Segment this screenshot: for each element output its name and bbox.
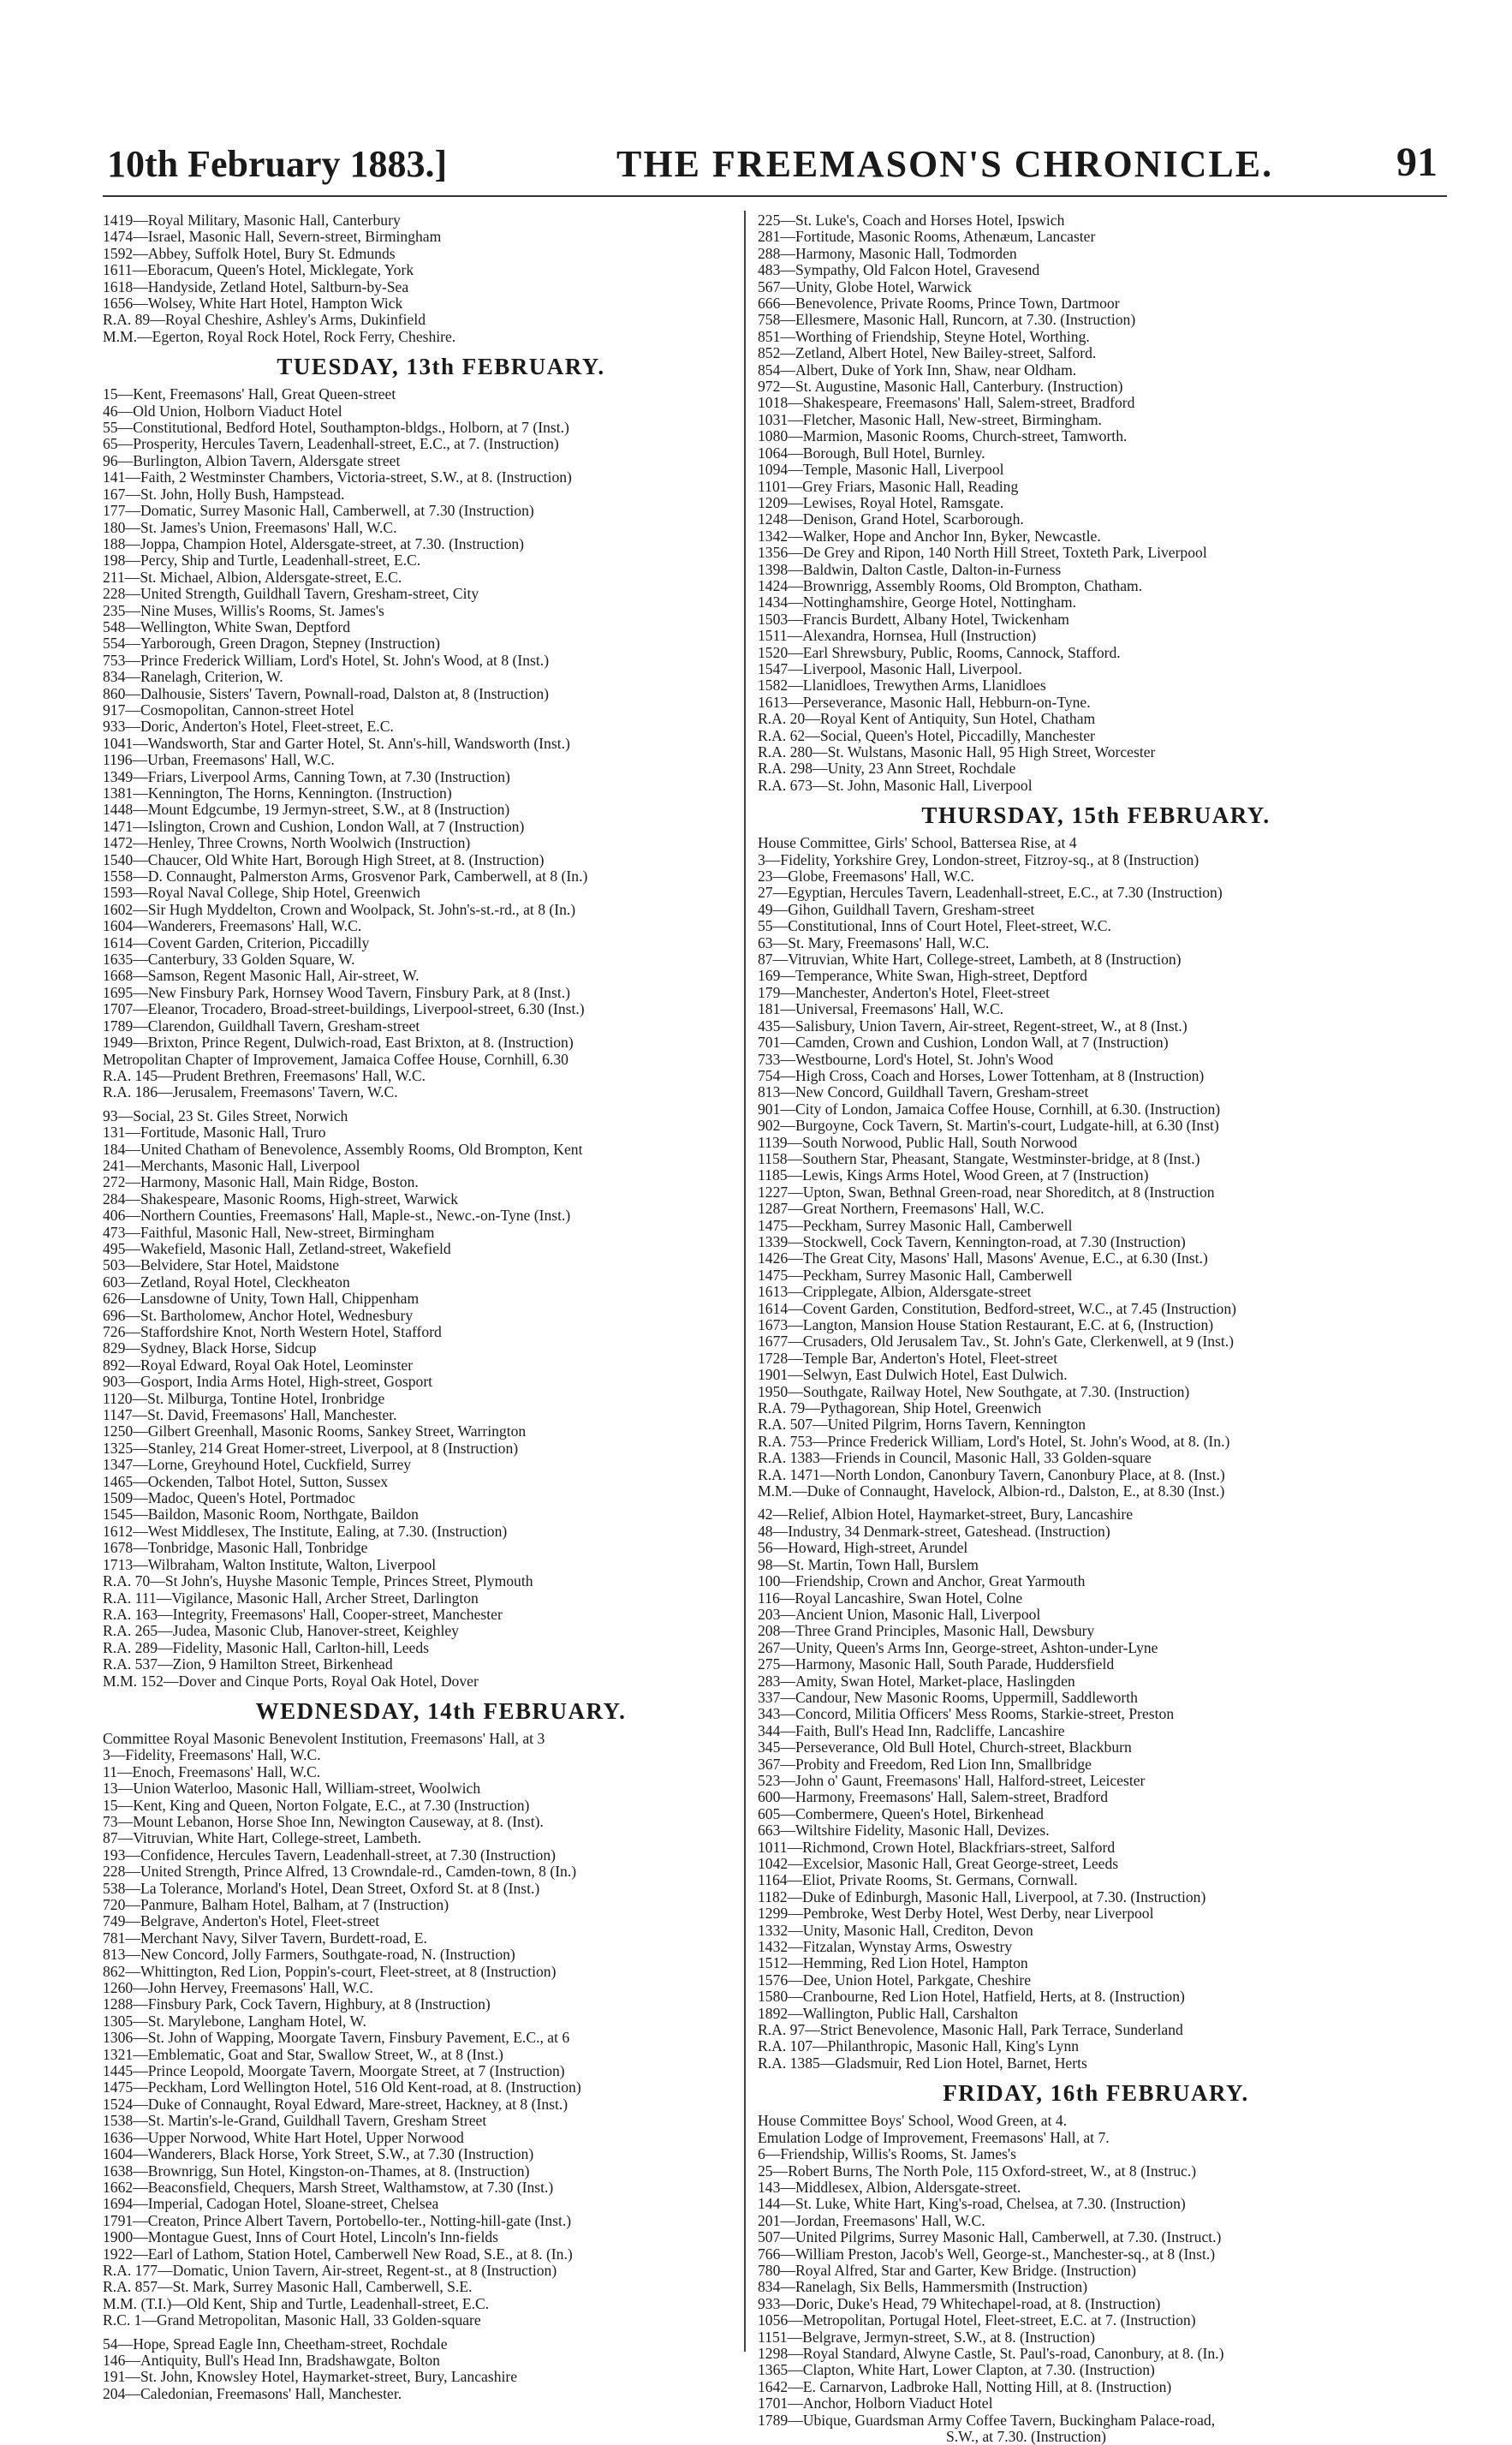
lodge-listing: 367—Probity and Freedom, Red Lion Inn, Smallbridge (758, 1755, 1092, 1773)
lodge-listing: 169—Temperance, White Swan, High-street, Deptford (758, 967, 1087, 985)
lodge-listing: 344—Faith, Bull's Head Inn, Radcliffe, Lancashire (758, 1721, 1065, 1739)
lodge-listing: House Committee Boys' School, Wood Green, at 4. (758, 2112, 1068, 2130)
lodge-listing: 1673—Langton, Mansion House Station Restaurant, E.C. at 6, (Instruction) (758, 1316, 1214, 1333)
lodge-listing: 275—Harmony, Masonic Hall, South Parade, Huddersfield (758, 1655, 1115, 1673)
lodge-listing: S.W., at 7.30. (Instruction) (946, 2428, 1106, 2445)
lodge-listing: 281—Fortitude, Masonic Rooms, Athenæum, Lancaster (758, 228, 1096, 246)
lodge-listing: 1668—Samson, Regent Masonic Hall, Air-street, W. (103, 967, 420, 985)
lodge-listing: R.A. 280—St. Wulstans, Masonic Hall, 95 High Street, Worcester (758, 743, 1156, 760)
lodge-listing: 343—Concord, Militia Officers' Mess Rooms, Starkie-street, Preston (758, 1705, 1175, 1723)
lodge-listing: 100—Friendship, Crown and Anchor, Great Yarmouth (758, 1572, 1086, 1590)
lodge-listing: 131—Fortitude, Masonic Hall, Truro (103, 1124, 326, 1142)
lodge-listing: 1582—Llanidloes, Trewythen Arms, Llanidloes (758, 677, 1046, 695)
lodge-listing: Emulation Lodge of Improvement, Freemasons' Hall, at 7. (758, 2128, 1110, 2146)
lodge-listing: 1306—St. John of Wapping, Moorgate Tavern, Finsbury Pavement, E.C., at 6 (103, 2029, 570, 2047)
lodge-listing: 283—Amity, Swan Hotel, Market-place, Haslingden (758, 1672, 1075, 1690)
lodge-listing: 1381—Kennington, The Horns, Kennington. (Instruction) (103, 784, 452, 802)
lodge-listing: 1471—Islington, Crown and Cushion, London Wall, at 7 (Instruction) (103, 817, 525, 835)
lodge-listing: 507—United Pilgrims, Surrey Masonic Hall, Camberwell, at 7.30. (Instruct.) (758, 2228, 1222, 2246)
lodge-listing: 73—Mount Lebanon, Horse Shoe Inn, Newington Causeway, at 8. (Inst). (103, 1812, 544, 1830)
lodge-listing: 1147—St. David, Freemasons' Hall, Manchester. (103, 1406, 397, 1424)
lodge-listing: 228—United Strength, Prince Alfred, 13 Crowndale-rd., Camden-town, 8 (In.) (103, 1863, 577, 1881)
lodge-listing: 503—Belvidere, Star Hotel, Maidstone (103, 1256, 340, 1274)
lodge-listing: 1728—Temple Bar, Anderton's Hotel, Fleet-street (758, 1349, 1058, 1367)
lodge-listing: 1356—De Grey and Ripon, 140 North Hill Street, Toxteth Park, Liverpool (758, 544, 1207, 562)
lodge-listing: 1520—Earl Shrewsbury, Public, Rooms, Cannock, Stafford. (758, 643, 1121, 661)
lodge-listing: 1612—West Middlesex, The Institute, Ealing, at 7.30. (Instruction) (103, 1522, 508, 1540)
lodge-listing: R.A. 163—Integrity, Freemasons' Hall, Cooper-street, Manchester (103, 1605, 503, 1623)
lodge-listing: 98—St. Martin, Town Hall, Burslem (758, 1555, 979, 1573)
column-divider (744, 211, 746, 2352)
lodge-listing: 1287—Great Northern, Freemasons' Hall, W.C. (758, 1200, 1045, 1218)
lodge-listing: 167—St. John, Holly Bush, Hampstead. (103, 485, 345, 503)
lodge-listing: 228—United Strength, Guildhall Tavern, Gresham-street, City (103, 585, 479, 603)
lodge-listing: R.A. 145—Prudent Brethren, Freemasons' Hall, W.C. (103, 1066, 426, 1084)
lodge-listing: 1325—Stanley, 214 Great Homer-street, Liverpool, at 8 (Instruction) (103, 1439, 519, 1457)
lodge-listing: 235—Nine Muses, Willis's Rooms, St. James's (103, 601, 384, 619)
lodge-listing: 1288—Finsbury Park, Cock Tavern, Highbury, at 8 (Instruction) (103, 1995, 491, 2013)
lodge-listing: 1791—Creaton, Prince Albert Tavern, Portobello-ter., Notting-hill-gate (Inst.) (103, 2211, 572, 2229)
lodge-listing: 63—St. Mary, Freemasons' Hall, W.C. (758, 933, 990, 951)
lodge-listing: 862—Whittington, Red Lion, Poppin's-court, Fleet-street, at 8 (Instruction) (103, 1962, 557, 1980)
lodge-listing: 1540—Chaucer, Old White Hart, Borough High Street, at 8. (Instruction) (103, 850, 545, 868)
lodge-listing: 1614—Covent Garden, Constitution, Bedford-street, W.C., at 7.45 (Instruction) (758, 1299, 1237, 1317)
lodge-listing: 181—Universal, Freemasons' Hall, W.C. (758, 1000, 1004, 1018)
lodge-listing: 180—St. James's Union, Freemasons' Hall, W.C. (103, 518, 397, 536)
lodge-listing: 1101—Grey Friars, Masonic Hall, Reading (758, 477, 1019, 495)
lodge-listing: 603—Zetland, Royal Hotel, Cleckheaton (103, 1273, 350, 1291)
lodge-listing: 1512—Hemming, Red Lion Hotel, Hampton (758, 1954, 1028, 1972)
lodge-listing: 1305—St. Marylebone, Langham Hotel, W. (103, 2012, 366, 2030)
lodge-listing: 93—Social, 23 St. Giles Street, Norwich (103, 1106, 348, 1124)
lodge-listing: 663—Wiltshire Fidelity, Masonic Hall, Devizes. (758, 1822, 1050, 1840)
lodge-listing: 813—New Concord, Guildhall Tavern, Gresham-street (758, 1083, 1089, 1101)
lodge-listing: 1139—South Norwood, Public Hall, South Norwood (758, 1133, 1078, 1151)
lodge-listing: 1185—Lewis, Kings Arms Hotel, Wood Green, at 7 (Instruction) (758, 1166, 1149, 1184)
lodge-listing: M.M.—Egerton, Royal Rock Hotel, Rock Ferry, Cheshire. (103, 327, 456, 345)
lodge-listing: 241—Merchants, Masonic Hall, Liverpool (103, 1156, 360, 1174)
lodge-listing: R.A. 507—United Pilgrim, Horns Tavern, Kennington (758, 1416, 1086, 1434)
header-rule (103, 195, 1447, 197)
lodge-listing: 1604—Wanderers, Black Horse, York Street, S.W., at 7.30 (Instruction) (103, 2145, 534, 2163)
lodge-listing: 1611—Eboracum, Queen's Hotel, Micklegate, York (103, 261, 414, 279)
lodge-listing: 473—Faithful, Masonic Hall, New-street, Birmingham (103, 1223, 435, 1241)
lodge-listing: M.M. (T.I.)—Old Kent, Ship and Turtle, Leadenhall-street, E.C. (103, 2294, 490, 2312)
lodge-listing: 933—Doric, Anderton's Hotel, Fleet-street, E.C. (103, 718, 394, 736)
lodge-listing: R.A. 186—Jerusalem, Freemasons' Tavern, W.C. (103, 1083, 398, 1101)
lodge-listing: M.M.—Duke of Connaught, Havelock, Albion-rd., Dalston, E., at 8.30 (Inst.) (758, 1482, 1225, 1500)
lodge-listing: 780—Royal Alfred, Star and Garter, Kew Bridge. (Instruction) (758, 2261, 1136, 2279)
lodge-listing: 143—Middlesex, Albion, Aldersgate-street. (758, 2178, 1021, 2196)
lodge-listing: R.A. 111—Vigilance, Masonic Hall, Archer Street, Darlington (103, 1589, 479, 1607)
lodge-listing: 1018—Shakespeare, Freemasons' Hall, Salem-street, Bradford (758, 394, 1135, 412)
lodge-listing: 204—Caledonian, Freemasons' Hall, Manchester. (103, 2384, 402, 2402)
lodge-listing: 538—La Tolerance, Morland's Hotel, Dean Street, Oxford St. at 8 (Inst.) (103, 1879, 540, 1897)
lodge-listing: 495—Wakefield, Masonic Hall, Zetland-street, Wakefield (103, 1239, 451, 1257)
lodge-listing: 211—St. Michael, Albion, Aldersgate-street, E.C. (103, 568, 402, 586)
lodge-listing: 1332—Unity, Masonic Hall, Crediton, Devon (758, 1921, 1033, 1939)
lodge-listing: 1250—Gilbert Greenhall, Masonic Rooms, Sankey Street, Warrington (103, 1422, 527, 1440)
lodge-listing: 902—Burgoyne, Cock Tavern, St. Martin's-court, Ludgate-hill, at 6.30 (Inst) (758, 1117, 1219, 1135)
lodge-listing: 1398—Baldwin, Dalton Castle, Dalton-in-Furness (758, 560, 1062, 578)
lodge-listing: 1424—Brownrigg, Assembly Rooms, Old Brompton, Chatham. (758, 576, 1143, 594)
lodge-listing: 1151—Belgrave, Jermyn-street, S.W., at 8. (Instruction) (758, 2328, 1095, 2346)
lodge-listing: 1349—Friars, Liverpool Arms, Canning Town, at 7.30 (Instruction) (103, 767, 510, 785)
lodge-listing: 726—Staffordshire Knot, North Western Hotel, Stafford (103, 1323, 442, 1340)
lodge-listing: 1503—Francis Burdett, Albany Hotel, Twickenham (758, 610, 1069, 628)
lodge-listing: 829—Sydney, Black Horse, Sidcup (103, 1339, 317, 1357)
lodge-listing: 1580—Cranbourne, Red Lion Hotel, Hatfield, Herts, at 8. (Instruction) (758, 1988, 1185, 2006)
lodge-listing: 337—Candour, New Masonic Rooms, Uppermill, Saddleworth (758, 1688, 1138, 1706)
lodge-listing: 1260—John Hervey, Freemasons' Hall, W.C. (103, 1979, 373, 1997)
lodge-listing: R.A. 107—Philanthropic, Masonic Hall, King's Lynn (758, 2037, 1080, 2055)
lodge-listing: 754—High Cross, Coach and Horses, Lower Tottenham, at 8 (Instruction) (758, 1066, 1205, 1084)
day-heading: FRIDAY, 16th FEBRUARY. (943, 2080, 1249, 2107)
lodge-listing: 1347—Lorne, Greyhound Hotel, Cuckfield, Surrey (103, 1456, 412, 1474)
lodge-listing: 191—St. John, Knowsley Hotel, Haymarket-street, Bury, Lancashire (103, 2368, 518, 2386)
lodge-listing: R.A. 298—Unity, 23 Ann Street, Rochdale (758, 760, 1016, 778)
lodge-listing: 49—Gihon, Guildhall Tavern, Gresham-street (758, 900, 1035, 918)
lodge-listing: 1474—Israel, Masonic Hall, Severn-street, Birmingham (103, 228, 442, 246)
lodge-listing: R.A. 20—Royal Kent of Antiquity, Sun Hotel, Chatham (758, 710, 1096, 728)
lodge-listing: 1558—D. Connaught, Palmerston Arms, Grosvenor Park, Camberwell, at 8 (In.) (103, 868, 588, 886)
lodge-listing: 1209—Lewises, Royal Hotel, Ramsgate. (758, 493, 1004, 511)
lodge-listing: 406—Northern Counties, Freemasons' Hall, Maple-st., Newc.-on-Tyne (Inst.) (103, 1207, 571, 1225)
lodge-listing: R.A. 289—Fidelity, Masonic Hall, Carlton-hill, Leeds (103, 1638, 429, 1656)
lodge-listing: 1041—Wandsworth, Star and Garter Hotel, St. Ann's-hill, Wandsworth (Inst.) (103, 734, 570, 752)
lodge-listing: 1164—Eliot, Private Rooms, St. Germans, Cornwall. (758, 1871, 1078, 1889)
lodge-listing: R.A. 265—Judea, Masonic Club, Hanover-street, Keighley (103, 1622, 459, 1640)
lodge-listing: 781—Merchant Navy, Silver Tavern, Burdett-road, E. (103, 1929, 427, 1947)
day-heading: TUESDAY, 13th FEBRUARY. (277, 354, 605, 380)
lodge-listing: 749—Belgrave, Anderton's Hotel, Fleet-street (103, 1912, 380, 1930)
lodge-listing: 1448—Mount Edgcumbe, 19 Jermyn-street, S.W., at 8 (Instruction) (103, 801, 510, 819)
lodge-listing: 3—Fidelity, Freemasons' Hall, W.C. (103, 1746, 321, 1764)
lodge-listing: 141—Faith, 2 Westminster Chambers, Victoria-street, S.W., at 8. (Instruction) (103, 468, 572, 486)
lodge-listing: 626—Lansdowne of Unity, Town Hall, Chippenham (103, 1290, 420, 1308)
day-heading: WEDNESDAY, 14th FEBRUARY. (255, 1697, 627, 1724)
lodge-listing: 288—Harmony, Masonic Hall, Todmorden (758, 244, 1017, 262)
lodge-listing: 917—Cosmopolitan, Cannon-street Hotel (103, 701, 354, 719)
lodge-listing: 1342—Walker, Hope and Anchor Inn, Byker, Newcastle. (758, 527, 1101, 545)
lodge-listing: 1707—Eleanor, Trocadero, Broad-street-buildings, Liverpool-street, 6.30 (Inst.) (103, 1000, 585, 1018)
lodge-listing: 198—Percy, Ship and Turtle, Leadenhall-street, E.C. (103, 552, 421, 570)
lodge-listing: 1227—Upton, Swan, Bethnal Green-road, near Shoreditch, at 8 (Instruction (758, 1183, 1215, 1201)
lodge-listing: 567—Unity, Globe Hotel, Warwick (758, 277, 972, 295)
page-number: 91 (1396, 140, 1438, 185)
lodge-listing: 1892—Wallington, Public Hall, Carshalton (758, 2004, 1018, 2022)
lodge-listing: 1365—Clapton, White Hart, Lower Clapton, at 7.30. (Instruction) (758, 2361, 1155, 2379)
lodge-listing: 1011—Richmond, Crown Hotel, Blackfriars-street, Salford (758, 1838, 1116, 1856)
lodge-listing: 1120—St. Milburga, Tontine Hotel, Ironbridge (103, 1389, 385, 1407)
lodge-listing: 184—United Chatham of Benevolence, Assembly Rooms, Old Brompton, Kent (103, 1140, 583, 1158)
lodge-listing: House Committee, Girls' School, Battersea Rise, at 4 (758, 834, 1077, 852)
lodge-listing: R.A. 70—St John's, Huyshe Masonic Temple, Princes Street, Plymouth (103, 1572, 533, 1590)
lodge-listing: 1662—Beaconsfield, Chequers, Marsh Street, Walthamstow, at 7.30 (Inst.) (103, 2178, 554, 2196)
lodge-listing: 1618—Handyside, Zetland Hotel, Saltburn-by-Sea (103, 277, 409, 295)
lodge-listing: 1656—Wolsey, White Hart Hotel, Hampton Wick (103, 295, 403, 313)
lodge-listing: 96—Burlington, Albion Tavern, Aldersgate street (103, 451, 401, 469)
lodge-listing: 1695—New Finsbury Park, Hornsey Wood Tavern, Finsbury Park, at 8 (Inst.) (103, 983, 570, 1001)
lodge-listing: 1922—Earl of Lathom, Station Hotel, Camberwell New Road, S.E., at 8. (In.) (103, 2245, 573, 2263)
lodge-listing: 1678—Tonbridge, Masonic Hall, Tonbridge (103, 1539, 368, 1557)
lodge-listing: 1509—Madoc, Queen's Hotel, Portmadoc (103, 1489, 355, 1507)
lodge-listing: 548—Wellington, White Swan, Deptford (103, 617, 350, 635)
lodge-listing: 1614—Covent Garden, Criterion, Piccadilly (103, 933, 370, 951)
lodge-listing: 1475—Peckham, Lord Wellington Hotel, 516 Old Kent-road, at 8. (Instruction) (103, 2078, 581, 2096)
lodge-listing: 1576—Dee, Union Hotel, Parkgate, Cheshire (758, 1971, 1032, 1989)
lodge-listing: 1158—Southern Star, Pheasant, Stangate, Westminster-bridge, at 8 (Inst.) (758, 1149, 1200, 1167)
lodge-listing: 15—Kent, Freemasons' Hall, Great Queen-street (103, 385, 396, 403)
lodge-listing: 87—Vitruvian, White Hart, College-street, Lambeth, at 8 (Instruction) (758, 951, 1182, 969)
lodge-listing: 208—Three Grand Principles, Masonic Hall, Dewsbury (758, 1622, 1095, 1640)
lodge-listing: 55—Constitutional, Bedford Hotel, Southampton-bldgs., Holborn, at 7 (Inst.) (103, 419, 569, 437)
lodge-listing: R.A. 673—St. John, Masonic Hall, Liverpool (758, 776, 1033, 794)
lodge-listing: 1789—Clarendon, Guildhall Tavern, Gresham-street (103, 1017, 420, 1035)
lodge-listing: 1642—E. Carnarvon, Ladbroke Hall, Notting Hill, at 8. (Instruction) (758, 2377, 1172, 2395)
lodge-listing: 605—Combermere, Queen's Hotel, Birkenhead (758, 1804, 1044, 1822)
lodge-listing: 851—Worthing of Friendship, Steyne Hotel, Worthing. (758, 327, 1090, 345)
lodge-listing: 1298—Royal Standard, Alwyne Castle, St. Paul's-road, Canonbury, at 8. (In.) (758, 2344, 1224, 2362)
lodge-listing: 1080—Marmion, Masonic Rooms, Church-street, Tamworth. (758, 427, 1128, 445)
lodge-listing: 1713—Wilbraham, Walton Institute, Walton, Liverpool (103, 1555, 437, 1573)
lodge-listing: 600—Harmony, Freemasons' Hall, Salem-street, Bradford (758, 1788, 1109, 1806)
lodge-listing: 753—Prince Frederick William, Lord's Hotel, St. John's Wood, at 8 (Inst.) (103, 651, 550, 669)
lodge-listing: 1592—Abbey, Suffolk Hotel, Bury St. Edmunds (103, 244, 396, 262)
lodge-listing: R.C. 1—Grand Metropolitan, Masonic Hall, 33 Golden-square (103, 2311, 481, 2329)
lodge-listing: 146—Antiquity, Bull's Head Inn, Bradshawgate, Bolton (103, 2351, 440, 2369)
lodge-listing: 1434—Nottinghamshire, George Hotel, Nottingham. (758, 593, 1077, 611)
lodge-listing: 1949—Brixton, Prince Regent, Dulwich-road, East Brixton, at 8. (Instruction) (103, 1034, 574, 1052)
lodge-listing: R.A. 753—Prince Frederick William, Lord's Hotel, St. John's Wood, at 8. (In.) (758, 1432, 1230, 1450)
lodge-listing: 860—Dalhousie, Sisters' Tavern, Pownall-road, Dalston at, 8 (Instruction) (103, 684, 550, 702)
lodge-listing: 1196—Urban, Freemasons' Hall, W.C. (103, 751, 335, 769)
lodge-listing: 87—Vitruvian, White Hart, College-street, Lambeth. (103, 1829, 421, 1847)
day-heading: THURSDAY, 15th FEBRUARY. (921, 802, 1271, 829)
lodge-listing: 272—Harmony, Masonic Hall, Main Ridge, Boston. (103, 1173, 419, 1191)
lodge-listing: 42—Relief, Albion Hotel, Haymarket-street, Bury, Lancashire (758, 1506, 1134, 1524)
lodge-listing: 1789—Ubique, Guardsman Army Coffee Tavern, Buckingham Palace-road, (758, 2411, 1216, 2429)
lodge-listing: 696—St. Bartholomew, Anchor Hotel, Wednesbury (103, 1306, 414, 1324)
lodge-listing: 15—Kent, King and Queen, Norton Folgate, E.C., at 7.30 (Instruction) (103, 1796, 530, 1814)
lodge-listing: 1635—Canterbury, 33 Golden Square, W. (103, 951, 355, 969)
lodge-listing: 1339—Stockwell, Cock Tavern, Kennington-road, at 7.30 (Instruction) (758, 1232, 1186, 1250)
lodge-listing: 1638—Brownrigg, Sun Hotel, Kingston-on-Thames, at 8. (Instruction) (103, 2162, 530, 2180)
lodge-listing: 177—Domatic, Surrey Masonic Hall, Camberwell, at 7.30 (Instruction) (103, 502, 534, 520)
lodge-listing: 1636—Upper Norwood, White Hart Hotel, Upper Norwood (103, 2128, 464, 2146)
lodge-listing: 972—St. Augustine, Masonic Hall, Canterbury. (Instruction) (758, 378, 1123, 396)
lodge-listing: 1602—Sir Hugh Myddelton, Crown and Woolpack, St. John's-st.-rd., at 8 (In.) (103, 900, 576, 918)
lodge-listing: 1321—Emblematic, Goat and Star, Swallow Street, W., at 8 (Inst.) (103, 2045, 503, 2063)
lodge-listing: 267—Unity, Queen's Arms Inn, George-street, Ashton-under-Lyne (758, 1638, 1158, 1656)
lodge-listing: R.A. 177—Domatic, Union Tavern, Air-street, Regent-st., at 8 (Instruction) (103, 2261, 557, 2279)
lodge-listing: 55—Constitutional, Inns of Court Hotel, Fleet-street, W.C. (758, 917, 1111, 935)
lodge-listing: 116—Royal Lancashire, Swan Hotel, Colne (758, 1589, 1023, 1607)
lodge-listing: 1677—Crusaders, Old Jerusalem Tav., St. John's Gate, Clerkenwell, at 9 (Inst.) (758, 1333, 1235, 1351)
lodge-listing: 1613—Perseverance, Masonic Hall, Hebburn-on-Tyne. (758, 693, 1091, 711)
lodge-listing: 1299—Pembroke, West Derby Hotel, West Derby, near Liverpool (758, 1905, 1154, 1923)
lodge-listing: 144—St. Luke, White Hart, King's-road, Chelsea, at 7.30. (Instruction) (758, 2195, 1186, 2213)
lodge-listing: 854—Albert, Duke of York Inn, Shaw, near Oldham. (758, 361, 1077, 379)
lodge-listing: 1701—Anchor, Holborn Viaduct Hotel (758, 2394, 993, 2412)
lodge-listing: 666—Benevolence, Private Rooms, Prince Town, Dartmoor (758, 295, 1120, 313)
lodge-listing: 1042—Excelsior, Masonic Hall, Great George-street, Leeds (758, 1855, 1119, 1872)
lodge-listing: 892—Royal Edward, Royal Oak Hotel, Leominster (103, 1356, 414, 1374)
lodge-listing: 1094—Temple, Masonic Hall, Liverpool (758, 461, 1004, 479)
lodge-listing: R.A. 857—St. Mark, Surrey Masonic Hall, Camberwell, S.E. (103, 2278, 473, 2296)
lodge-listing: 6—Friendship, Willis's Rooms, St. James's (758, 2145, 1016, 2163)
lodge-listing: 1465—Ockenden, Talbot Hotel, Sutton, Sussex (103, 1472, 389, 1490)
lodge-listing: 903—Gosport, India Arms Hotel, High-street, Gosport (103, 1373, 433, 1391)
lodge-listing: R.A. 1385—Gladsmuir, Red Lion Hotel, Barnet, Herts (758, 2054, 1087, 2072)
lodge-listing: 188—Joppa, Champion Hotel, Aldersgate-street, at 7.30. (Instruction) (103, 534, 525, 552)
lodge-listing: R.A. 89—Royal Cheshire, Ashley's Arms, Dukinfield (103, 311, 426, 329)
right-column (758, 212, 1434, 2445)
lodge-listing: 483—Sympathy, Old Falcon Hotel, Gravesend (758, 261, 1040, 279)
lodge-listing: 1432—Fitzalan, Wynstay Arms, Oswestry (758, 1938, 1013, 1956)
lodge-listing: 1547—Liverpool, Masonic Hall, Liverpool. (758, 659, 1022, 677)
lodge-listing: 733—Westbourne, Lord's Hotel, St. John's Wood (758, 1050, 1054, 1068)
lodge-listing: 523—John o' Gaunt, Freemasons' Hall, Halford-street, Leicester (758, 1771, 1146, 1789)
lodge-listing: 1248—Denison, Grand Hotel, Scarborough. (758, 510, 1024, 528)
publication-title: THE FREEMASON'S CHRONICLE. (616, 143, 1274, 185)
lodge-listing: M.M. 152—Dover and Cinque Ports, Royal Oak Hotel, Dover (103, 1672, 479, 1690)
lodge-listing: 813—New Concord, Jolly Farmers, Southgate-road, N. (Instruction) (103, 1946, 515, 1964)
lodge-listing: R.A. 97—Strict Benevolence, Masonic Hall, Park Terrace, Sunderland (758, 2021, 1183, 2039)
lodge-listing: 56—Howard, High-street, Arundel (758, 1539, 968, 1557)
lodge-listing: 1545—Baildon, Masonic Room, Northgate, Baildon (103, 1506, 419, 1524)
lodge-listing: 1426—The Great City, Masons' Hall, Masons' Avenue, E.C., at 6.30 (Inst.) (758, 1249, 1208, 1267)
lodge-listing: 54—Hope, Spread Eagle Inn, Cheetham-street, Rochdale (103, 2335, 448, 2353)
lodge-listing: 720—Panmure, Balham Hotel, Balham, at 7 (Instruction) (103, 1896, 449, 1913)
lodge-listing: Metropolitan Chapter of Improvement, Jamaica Coffee House, Cornhill, 6.30 (103, 1050, 568, 1068)
lodge-listing: R.A. 1471—North London, Canonbury Tavern, Canonbury Place, at 8. (Inst.) (758, 1465, 1225, 1483)
lodge-listing: 1182—Duke of Edinburgh, Masonic Hall, Liverpool, at 7.30. (Instruction) (758, 1887, 1206, 1905)
lodge-listing: 48—Industry, 34 Denmark-street, Gateshead. (Instruction) (758, 1522, 1110, 1540)
lodge-listing: 1604—Wanderers, Freemasons' Hall, W.C. (103, 917, 362, 935)
lodge-listing: 1419—Royal Military, Masonic Hall, Canterbury (103, 212, 401, 229)
lodge-listing: 933—Doric, Duke's Head, 79 Whitechapel-road, at 8. (Instruction) (758, 2294, 1161, 2312)
lodge-listing: 1694—Imperial, Cadogan Hotel, Sloane-street, Chelsea (103, 2195, 439, 2213)
lodge-listing: 435—Salisbury, Union Tavern, Air-street, Regent-street, W., at 8 (Inst.) (758, 1017, 1188, 1035)
lodge-listing: 901—City of London, Jamaica Coffee House, Cornhill, at 6.30. (Instruction) (758, 1100, 1221, 1118)
lodge-listing: 284—Shakespeare, Masonic Rooms, High-street, Warwick (103, 1190, 459, 1208)
lodge-listing: 1064—Borough, Bull Hotel, Burnley. (758, 444, 985, 462)
lodge-listing: 179—Manchester, Anderton's Hotel, Fleet-street (758, 983, 1051, 1001)
lodge-listing: R.A. 537—Zion, 9 Hamilton Street, Birkenhead (103, 1655, 393, 1673)
lodge-listing: 203—Ancient Union, Masonic Hall, Liverpool (758, 1605, 1041, 1623)
lodge-listing: 3—Fidelity, Yorkshire Grey, London-street, Fitzroy-sq., at 8 (Instruction) (758, 850, 1199, 868)
lodge-listing: R.A. 79—Pythagorean, Ship Hotel, Greenwich (758, 1399, 1042, 1417)
lodge-listing: 1950—Southgate, Railway Hotel, New Southgate, at 7.30. (Instruction) (758, 1382, 1190, 1400)
lodge-listing: 11—Enoch, Freemasons' Hall, W.C. (103, 1762, 321, 1780)
lodge-listing: 852—Zetland, Albert Hotel, New Bailey-street, Salford. (758, 344, 1097, 362)
lodge-listing: 46—Old Union, Holborn Viaduct Hotel (103, 402, 342, 420)
lodge-listing: 23—Globe, Freemasons' Hall, W.C. (758, 868, 974, 886)
lodge-listing: 25—Robert Burns, The North Pole, 115 Oxford-street, W., at 8 (Instruc.) (758, 2162, 1197, 2180)
lodge-listing: 65—Prosperity, Hercules Tavern, Leadenhall-street, E.C., at 7. (Instruction) (103, 435, 559, 453)
lodge-listing: 1472—Henley, Three Crowns, North Woolwich (Instruction) (103, 834, 471, 852)
lodge-listing: 758—Ellesmere, Masonic Hall, Runcorn, at 7.30. (Instruction) (758, 311, 1136, 329)
lodge-listing: 1056—Metropolitan, Portugal Hotel, Fleet-street, E.C. at 7. (Instruction) (758, 2311, 1196, 2329)
issue-date: 10th February 1883.] (107, 143, 448, 185)
lodge-listing: 27—Egyptian, Hercules Tavern, Leadenhall-street, E.C., at 7.30 (Instruction) (758, 884, 1223, 902)
lodge-listing: 554—Yarborough, Green Dragon, Stepney (Instruction) (103, 635, 440, 653)
lodge-listing: 1613—Cripplegate, Albion, Aldersgate-street (758, 1283, 1032, 1301)
lodge-listing: 834—Ranelagh, Six Bells, Hammersmith (Instruction) (758, 2278, 1088, 2296)
lodge-listing: 1524—Duke of Connaught, Royal Edward, Mare-street, Hackney, at 8 (Inst.) (103, 2095, 568, 2113)
lodge-listing: 1031—Fletcher, Masonic Hall, New-street, Birmingham. (758, 410, 1102, 428)
lodge-listing: 1593—Royal Naval College, Ship Hotel, Greenwich (103, 884, 420, 902)
lodge-listing: 193—Confidence, Hercules Tavern, Leadenhall-street, at 7.30 (Instruction) (103, 1846, 556, 1864)
lodge-listing: 345—Perseverance, Old Bull Hotel, Church-street, Blackburn (758, 1738, 1132, 1756)
lodge-listing: 13—Union Waterloo, Masonic Hall, William-street, Woolwich (103, 1780, 481, 1798)
lodge-listing: 1475—Peckham, Surrey Masonic Hall, Camberwell (758, 1266, 1073, 1284)
lodge-listing: Committee Royal Masonic Benevolent Institution, Freemasons' Hall, at 3 (103, 1729, 545, 1747)
lodge-listing: 201—Jordan, Freemasons' Hall, W.C. (758, 2211, 985, 2229)
lodge-listing: 766—William Preston, Jacob's Well, George-st., Manchester-sq., at 8 (Inst.) (758, 2245, 1216, 2263)
page-header (81, 137, 1443, 197)
lodge-listing: 834—Ranelagh, Criterion, W. (103, 668, 283, 686)
lodge-listing: 225—St. Luke's, Coach and Horses Hotel, Ipswich (758, 212, 1065, 229)
lodge-listing: 1538—St. Martin's-le-Grand, Guildhall Tavern, Gresham Street (103, 2112, 487, 2130)
lodge-listing: 1900—Montague Guest, Inns of Court Hotel, Lincoln's Inn-fields (103, 2228, 499, 2246)
lodge-listing: 1901—Selwyn, East Dulwich Hotel, East Dulwich. (758, 1366, 1068, 1384)
lodge-listing: 1475—Peckham, Surrey Masonic Hall, Camberwell (758, 1216, 1073, 1234)
lodge-listing: 1445—Prince Leopold, Moorgate Tavern, Moorgate Street, at 7 (Instruction) (103, 2062, 565, 2080)
lodge-listing: 701—Camden, Crown and Cushion, London Wall, at 7 (Instruction) (758, 1034, 1169, 1052)
left-column (103, 212, 779, 2405)
lodge-listing: R.A. 1383—Friends in Council, Masonic Hall, 33 Golden-square (758, 1449, 1152, 1467)
lodge-listing: R.A. 62—Social, Queen's Hotel, Piccadilly, Manchester (758, 726, 1095, 744)
lodge-listing: 1511—Alexandra, Hornsea, Hull (Instruction) (758, 627, 1037, 645)
